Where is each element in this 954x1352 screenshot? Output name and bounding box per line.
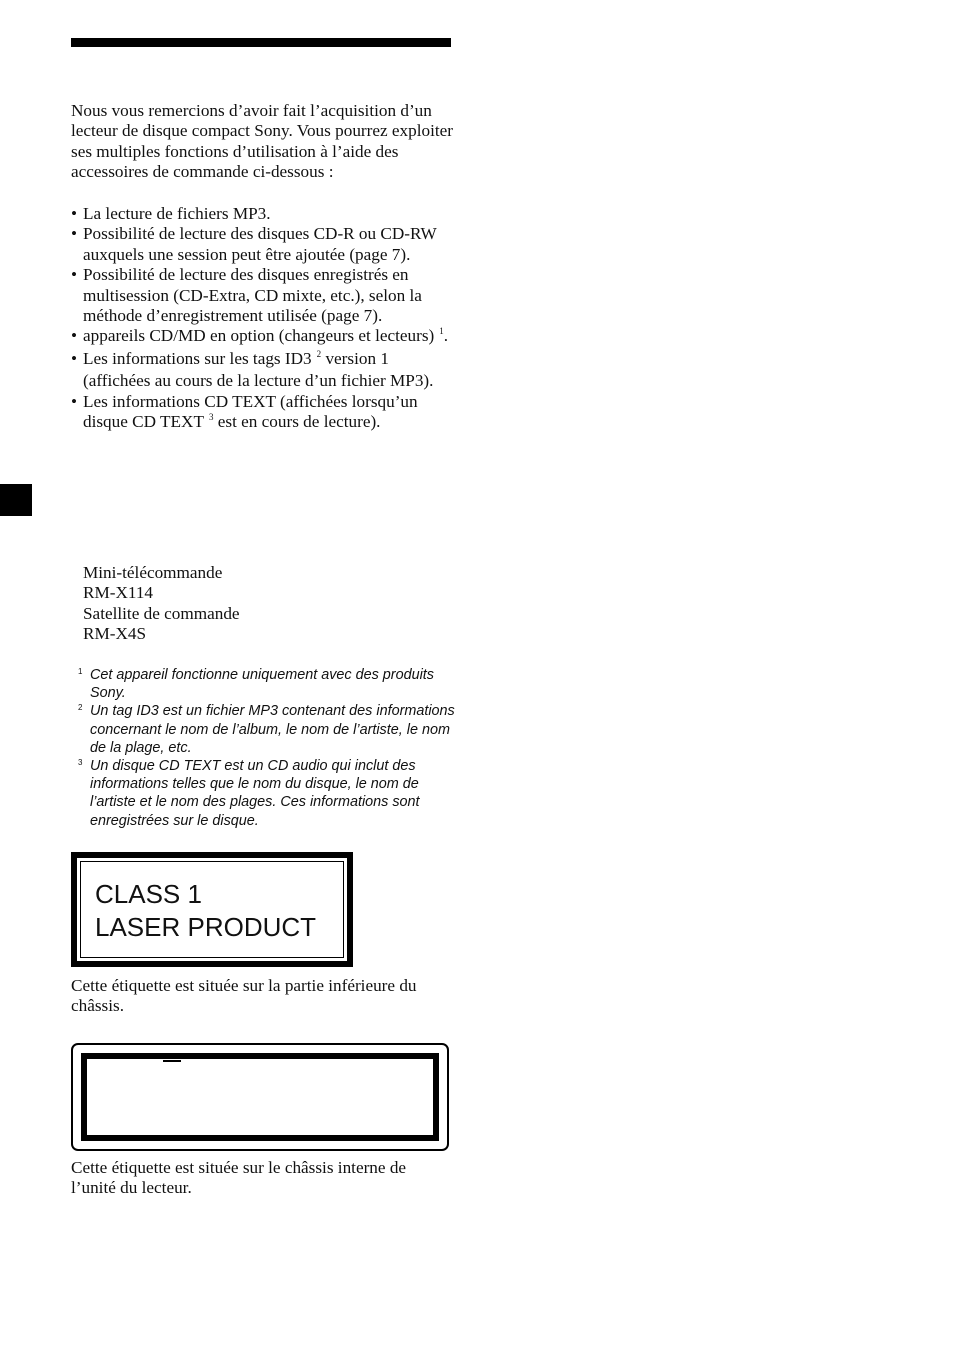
accessory-list [83, 563, 240, 645]
bullet-dot: • [71, 265, 78, 285]
bullet-dot: • [71, 391, 78, 411]
accessory-model: RM-X4S [83, 624, 147, 644]
list-item: • appareils CD/MD en option (changeurs et lecteurs) $^1$. [71, 326, 449, 346]
warning-label-caption: Cette étiquette est située sur le châssis interne de l’unité du lecteur. [71, 1158, 407, 1198]
accessory-name: Mini-télécommande [83, 563, 223, 582]
accessory-name: Satellite de commande [83, 603, 240, 623]
footnote-ref: 2 [316, 348, 322, 359]
footnote: 2 Un tag ID3 est un fichier MP3 contenant des informations concernant le nom de l’album, le nom de l’artiste, le nom de la plage, etc. [76, 702, 456, 757]
intro-paragraph: Nous vous remercions d’avoir fait l’acquisition d’un lecteur de disque compact Sony. Vous pourrez exploiter ses multiples fonctions d’utilisation à l’aide des accessoires de commande ci-dessous : [71, 101, 453, 182]
footnote-number: 2 [78, 703, 83, 713]
list-item: • La lecture de fichiers MP3. [71, 204, 271, 223]
accessory-model: RM-X114 [83, 583, 154, 603]
list-item: • Possibilité de lecture des disques enregistrés en multisession (CD-Extra, CD mixte, etc.), selon la méthode d’enregistrement utilisée (page 7). [71, 265, 422, 326]
footnote-number: 1 [78, 667, 83, 676]
bullet-dot: • [71, 326, 78, 346]
bullet-dot: • [71, 224, 78, 244]
bullet-dot: • [71, 204, 78, 223]
warning-label-mark [163, 1060, 181, 1062]
class-1-laser-label [71, 852, 353, 967]
list-item: • Les informations sur les tags ID3 $^2$ version 1 (affichées au cours de la lecture d’un fichier MP3). [71, 348, 434, 391]
list-item: • Possibilité de lecture des disques CD-R ou CD-RW auxquels une session peut être ajoutée (page 7). [71, 224, 437, 264]
footnotes [76, 666, 456, 830]
laser-label-text: CLASS 1 LASER PRODUCT [95, 879, 317, 942]
footnote-ref: 3 [208, 412, 214, 423]
list-item: • Les informations CD TEXT (affichées lorsqu’un disque CD TEXT $^3$ est en cours de lecture). [71, 391, 418, 432]
side-tab-marker [0, 484, 32, 516]
footnote: 1 Cet appareil fonctionne uniquement avec des produits Sony. [76, 666, 456, 702]
feature-list [71, 204, 455, 434]
warning-label-frame [81, 1053, 439, 1141]
bullet-dot: • [71, 348, 78, 368]
top-rule [71, 38, 451, 47]
warning-label [71, 1043, 449, 1151]
footnote: 3 Un disque CD TEXT est un CD audio qui inclut des informations telles que le nom du disque, le nom de l’artiste et le nom des plages. Ces informations sont enregistrées sur le disque. [76, 757, 456, 830]
footnote-number: 3 [78, 758, 83, 768]
footnote-ref: 1 [439, 326, 444, 337]
laser-label-caption: Cette étiquette est située sur la partie inférieure du châssis. [71, 976, 417, 1016]
